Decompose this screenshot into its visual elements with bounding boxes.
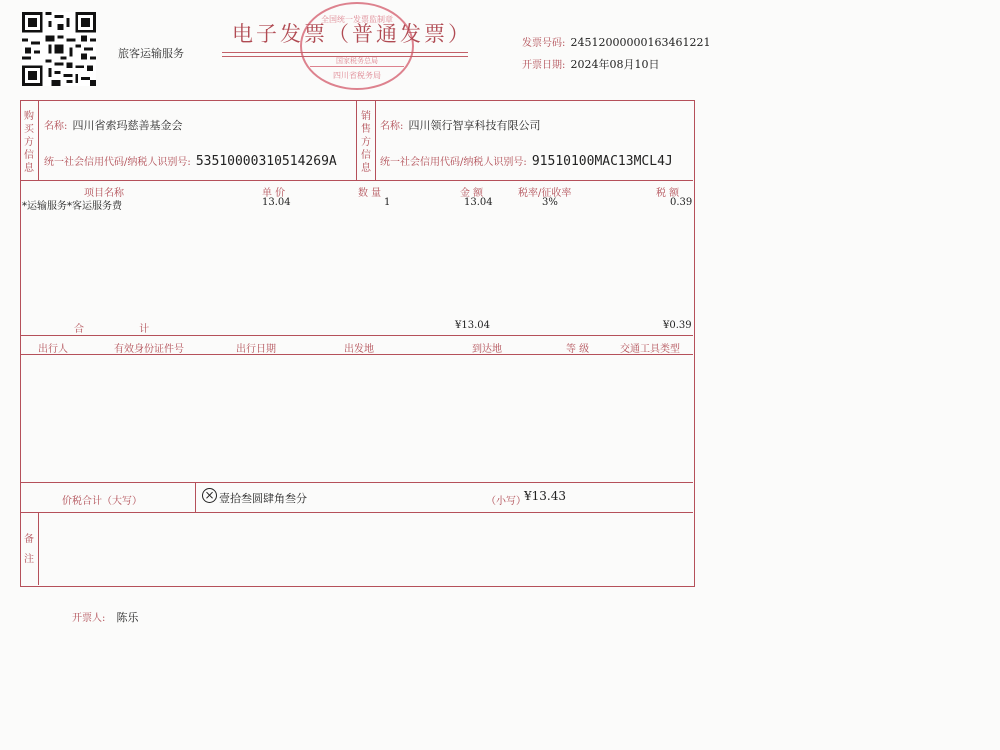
col-item-name: 项目名称 [84, 188, 124, 199]
seller-name-row: 名称: 四川领行智享科技有限公司 [380, 119, 541, 132]
buyer-side-label: 购买方信息 [24, 111, 34, 174]
col-traveler: 出行人 [38, 344, 68, 355]
buyer-taxid-row: 统一社会信用代码/纳税人识别号: 53510000310514269A [44, 154, 337, 169]
col-travel-date: 出行日期 [236, 344, 276, 355]
tax-stamp: 全国统一发票监制章 国家税务总局 四川省税务局 [300, 2, 414, 90]
buyer-taxid: 53510000310514269A [195, 154, 337, 169]
issue-date: 2024年08月10日 [570, 58, 660, 71]
item-tax-rate: 3% [542, 197, 558, 208]
item-quantity: 1 [384, 197, 391, 208]
total-label: 合 计 [74, 324, 176, 335]
sum-upper: 壹拾叁圆肆角叁分 [219, 492, 307, 505]
col-class: 等 级 [566, 344, 590, 355]
item-amount: 13.04 [464, 197, 493, 208]
item-unit-price: 13.04 [262, 197, 291, 208]
item-tax: 0.39 [670, 197, 693, 208]
col-quantity: 数 量 [358, 188, 382, 199]
issue-date-label: 开票日期: [522, 60, 566, 71]
col-tax: 税 额 [656, 188, 680, 199]
issuer-name: 陈乐 [116, 611, 139, 624]
col-vehicle-type: 交通工具类型 [620, 344, 680, 355]
col-arrival: 到达地 [472, 344, 502, 355]
invoice-number: 24512000000163461221 [570, 36, 711, 49]
seller-taxid-row: 统一社会信用代码/纳税人识别号: 91510100MAC13MCL4J [380, 154, 673, 169]
seller-taxid: 91510100MAC13MCL4J [531, 154, 673, 169]
item-name: *运输服务*客运服务费 [22, 201, 122, 212]
remark-label: 备注 [24, 534, 34, 565]
sum-lower-label: （小写） [486, 496, 526, 507]
invoice-title: 电子发票（普通发票） [232, 22, 472, 46]
col-unit-price: 单 价 [262, 188, 286, 199]
total-tax: ¥0.39 [663, 320, 692, 331]
col-tax-rate: 税率/征收率 [518, 188, 572, 199]
cross-circle-icon: × [202, 488, 217, 503]
issue-date-row [522, 53, 659, 72]
issuer-row: 开票人: 陈乐 [72, 611, 139, 624]
buyer-name-row: 名称: 四川省索玛慈善基金会 [44, 119, 183, 132]
seller-name: 四川领行智享科技有限公司 [408, 119, 541, 132]
invoice-category: 旅客运输服务 [118, 47, 184, 60]
buyer-name: 四川省索玛慈善基金会 [72, 119, 183, 132]
invoice-number-label: 发票号码: [522, 38, 566, 49]
seller-side-label: 销售方信息 [361, 111, 371, 174]
qr-code [22, 12, 96, 86]
sum-lower: ¥13.43 [524, 489, 566, 503]
invoice-number-row [522, 31, 710, 50]
sum-upper-label: 价税合计（大写） [62, 496, 142, 507]
total-amount: ¥13.04 [455, 320, 490, 331]
col-amount: 金 额 [460, 188, 484, 199]
col-departure: 出发地 [344, 344, 374, 355]
col-id-number: 有效身份证件号 [114, 344, 184, 355]
